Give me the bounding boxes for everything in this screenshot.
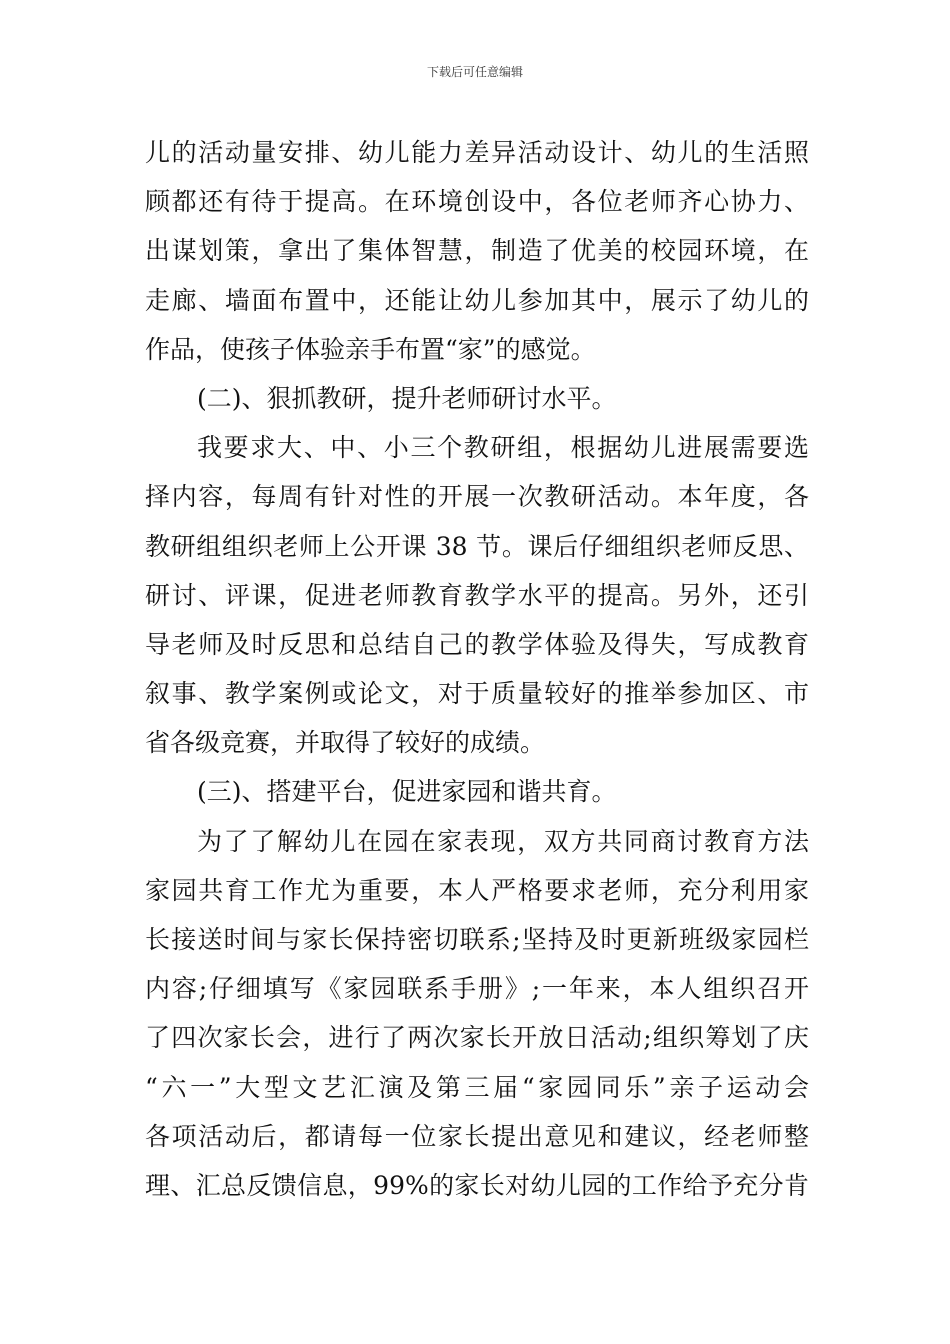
text-line: 为了了解幼儿在园在家表现，双方共同商讨教育方法: [197, 826, 809, 856]
document-body: [145, 128, 809, 1210]
text-line: 儿的活动量安排、幼儿能力差异活动设计、幼儿的生活照: [145, 138, 809, 167]
text-line: 研讨、评课，促进老师教育教学水平的提高。另外，还引: [145, 580, 809, 610]
text-line: 择内容，每周有针对性的开展一次教研活动。本年度，各: [145, 482, 809, 512]
text-line: (三)、搭建平台，促进家园和谐共育。: [197, 777, 617, 807]
text-line: 理、汇总反馈信息，99%的家长对幼儿园的工作给予充分肯: [145, 1170, 809, 1200]
text-line: 作品，使孩子体验亲手布置“家”的感觉。: [145, 334, 596, 364]
text-line: 导老师及时反思和总结自己的教学体验及得失，写成教育: [145, 629, 809, 659]
text-line: 走廊、墙面布置中，还能让幼儿参加其中，展示了幼儿的: [145, 285, 809, 315]
text-line: 了四次家长会，进行了两次家长开放日活动;组织筹划了庆: [145, 1023, 809, 1053]
text-line: (二)、狠抓教研，提升老师研讨水平。: [197, 383, 617, 413]
text-line: 叙事、教学案例或论文，对于质量较好的推举参加区、市: [145, 679, 809, 709]
text-line: 教研组组织老师上公开课 38 节。课后仔细组织老师反思、: [145, 531, 809, 561]
text-line: 家园共育工作尤为重要，本人严格要求老师，充分利用家: [145, 875, 809, 905]
text-line: 省各级竞赛，并取得了较好的成绩。: [145, 728, 546, 758]
text-line: 各项活动后，都请每一位家长提出意见和建议，经老师整: [145, 1121, 809, 1151]
text-line: “六一”大型文艺汇演及第三届“家园同乐”亲子运动会: [145, 1072, 809, 1102]
page-header: 下载后可任意编辑: [426, 65, 523, 79]
text-line: 内容;仔细填写《家园联系手册》;一年来，本人组织召开: [145, 974, 809, 1004]
text-line: 顾都还有待于提高。在环境创设中，各位老师齐心协力、: [145, 187, 809, 217]
text-line: 我要求大、中、小三个教研组，根据幼儿进展需要选: [197, 433, 809, 463]
text-line: 长接送时间与家长保持密切联系;坚持及时更新班级家园栏: [145, 925, 809, 954]
text-line: 出谋划策，拿出了集体智慧，制造了优美的校园环境，在: [145, 236, 809, 266]
